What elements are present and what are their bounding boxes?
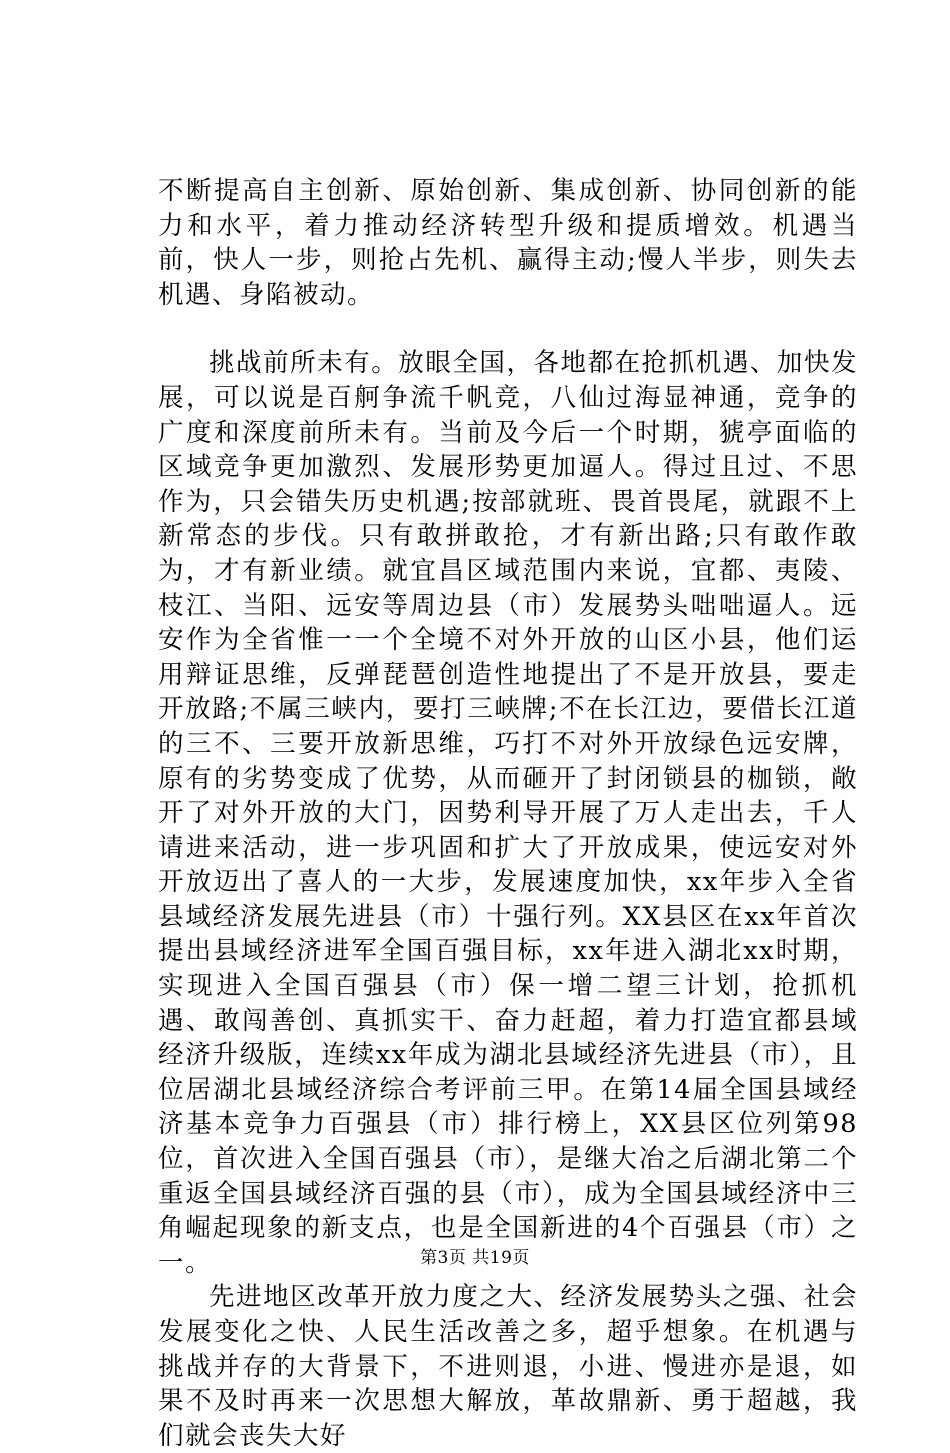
paragraph-spacer: [158, 312, 858, 346]
paragraph-3: 先进地区改革开放力度之大、经济发展势头之强、社会发展变化之快、人民生活改善之多，超乎想象。在机遇与挑战并存的大背景下，不进则退，小进、慢进亦是退，如果不及时再来一次思想大解放，革故鼎新、勇于超越，我们就会丧失大好: [158, 1282, 858, 1451]
paragraph-2: 挑战前所未有。放眼全国，各地都在抢抓机遇、加快发展，可以说是百舸争流千帆竞，八仙过海显神通，竞争的广度和深度前所未有。当前及今后一个时期，猇亭面临的区域竞争更加激烈、发展形势更加逼人。得过且过、不思作为，只会错失历史机遇;按部就班、畏首畏尾，就跟不上新常态的步伐。只有敢拼敢抢，才有新出路;只有敢作敢为，才有新业绩。就宜昌区域范围内来说，宜都、夷陵、枝江、当阳、远安等周边县（市）发展势头咄咄逼人。远安作为全省惟一一个全境不对外开放的山区小县，他们运用辩证思维，反弹琵琶创造性地提出了不是开放县，要走开放路;不属三峡内，要打三峡牌;不在长江边，要借长江道的三不、三要开放新思维，巧打不对外开放绿色远安牌，原有的劣势变成了优势，从而砸开了封闭锁县的枷锁，敞开了对外开放的大门，因势利导开展了万人走出去，千人请进来活动，进一步巩固和扩大了开放成果，使远安对外开放迈出了喜人的一大步，发展速度加快，xx年步入全省县域经济发展先进县（市）十强行列。XX县区在xx年首次提出县域经济进军全国百强目标，xx年进入湖北xx时期，实现进入全国百强县（市）保一增二望三计划，抢抓机遇、敢闯善创、真抓实干、奋力赶超，着力打造宜都县域经济升级版，连续xx年成为湖北县域经济先进县（市），且位居湖北县域经济综合考评前三甲。在第14届全国县域经济基本竞争力百强县（市）排行榜上，XX县区位列第98位，首次进入全国百强县（市），是继大冶之后湖北第二个重返全国县域经济百强的县（市），成为全国县域经济中三角崛起现象的新支点，也是全国新进的4个百强县（市）之一。: [158, 348, 858, 1278]
paragraph-1: 不断提高自主创新、原始创新、集成创新、协同创新的能力和水平，着力推动经济转型升级和提质增效。机遇当前，快人一步，则抢占先机、赢得主动;慢人半步，则失去机遇、身陷被动。: [158, 176, 858, 310]
page-number-footer: 第3页 共19页: [420, 1248, 530, 1268]
